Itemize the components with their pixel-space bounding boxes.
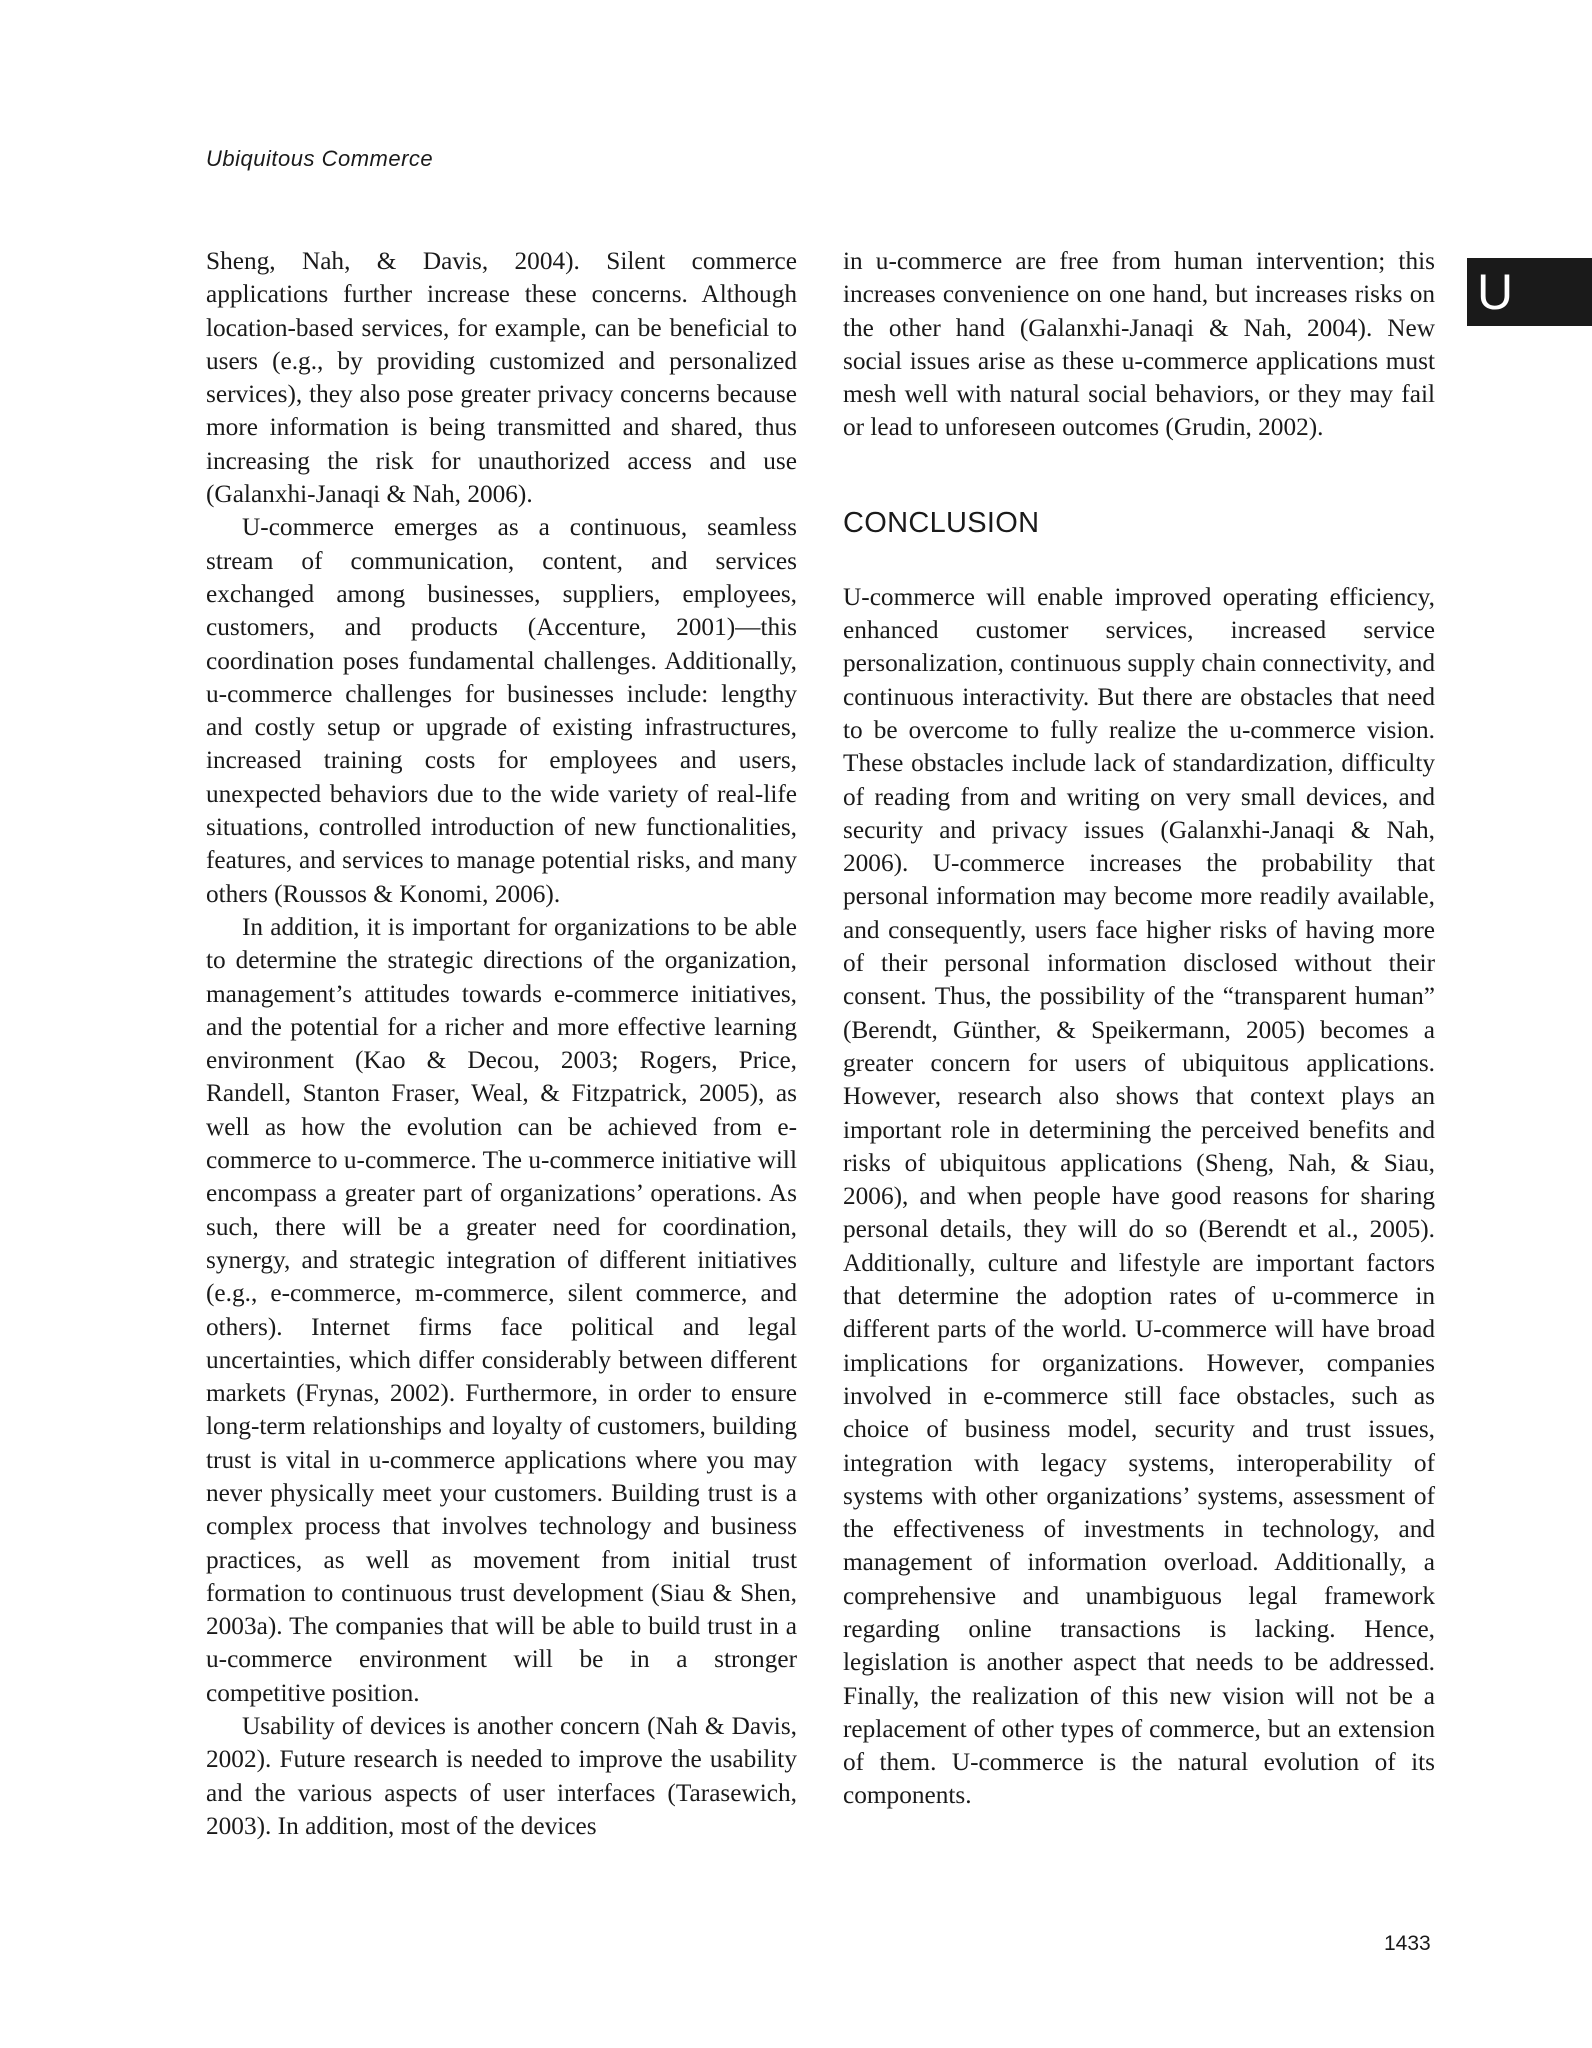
conclusion-paragraph: U-commerce will enable improved operating efficiency, enhanced customer services, increased service personalization, continuous supply chain connectivity, and continuous interactivity. But there are obstacles that need to be overcome to fully realize the u-commerce vision. These obstacles include lack of standardization, difficulty of reading from and writing on very small devices, and security and privacy issues (Galanxhi-Janaqi & Nah, 2006). U-commerce increases the probability that personal information may become more readily available, and consequently, users face higher risks of having more of their personal information disclosed without their consent. Thus, the possibility of the “transparent human” (Berendt, Günther, & Speikermann, 2005) becomes a greater concern for users of ubiquitous applications. However, research also shows that context plays an important role in determining the perceived benefits and risks of ubiquitous applications (Sheng, Nah, & Siau, 2006), and when people have good reasons for sharing personal details, they will do so (Berendt et al., 2005). Additionally, culture and lifestyle are important factors that determine the adoption rates of u-commerce in different parts of the world. U-commerce will have broad implications for organizations. However, companies involved in e-commerce still face obstacles, such as choice of business model, security and trust issues, integration with legacy systems, interoperability of systems with other organizations’ systems, assessment of the effectiveness of investments in technology, and management of information overload. Additionally, a comprehensive and unambiguous legal framework regarding online transactions is lacking. Hence, legislation is another aspect that needs to be addressed. Finally, the realization of this new vision will not be a replacement of other types of commerce, but an extension of them. U-commerce is the natural evolution of its components. bbox=[843, 582, 1435, 1810]
running-header: Ubiquitous Commerce bbox=[206, 146, 434, 171]
right-column bbox=[843, 245, 1435, 1813]
body-paragraph: In addition, it is important for organizations to be able to determine the strategic directions of the organization, management’s attitudes towards e-commerce initiatives, and the potential for a richer and more effective learning environment (Kao & Decou, 2003; Rogers, Price, Randell, Stanton Fraser, Weal, & Fitzpatrick, 2005), as well as how the evolution can be achieved from e-commerce to u-commerce. The u-commerce initiative will encompass a greater part of organizations’ operations. As such, there will be a greater need for coordination, synergy, and strategic integration of different initiatives (e.g., e-commerce, m-commerce, silent commerce, and others). Internet firms face political and legal uncertainties, which differ considerably between different markets (Frynas, 2002). Furthermore, in order to ensure long-term relationships and loyalty of customers, building trust is vital in u-commerce applications where you may never physically meet your customers. Building trust is a complex process that involves technology and business practices, as well as movement from initial trust formation to continuous trust development (Siau & Shen, 2003a). The companies that will be able to build trust in a u-commerce environment will be in a stronger competitive position. bbox=[206, 912, 797, 1707]
page-number: 1433 bbox=[1384, 1932, 1431, 1955]
section-heading: CONCLUSION bbox=[843, 506, 1040, 539]
body-paragraph: U-commerce emerges as a continuous, seamless stream of communication, content, and services exchanged among businesses, suppliers, employees, customers, and products (Accenture, 2001)—this coordination poses fundamental challenges. Additionally, u-commerce challenges for businesses include: lengthy and costly setup or upgrade of existing infrastructures, increased training costs for employees and users, unexpected behaviors due to the wide variety of real-life situations, controlled introduction of new functionalities, features, and services to manage potential risks, and many others (Roussos & Konomi, 2006). bbox=[206, 513, 797, 908]
body-paragraph: in u-commerce are free from human intervention; this increases convenience on one hand, but increases risks on the other hand (Galanxhi-Janaqi & Nah, 2004). New social issues arise as these u-commerce applications must mesh well with natural social behaviors, or they may fail or lead to unforeseen outcomes (Grudin, 2002). bbox=[843, 247, 1435, 442]
body-paragraph: Usability of devices is another concern (Nah & Davis, 2002). Future research is needed to improve the usability and the various aspects of user interfaces (Tarasewich, 2003). In addition, most of the devices bbox=[206, 1712, 797, 1840]
section-thumb-tab: U bbox=[1467, 258, 1592, 326]
body-paragraph: Sheng, Nah, & Davis, 2004). Silent commerce applications further increase these concerns. Although location-based services, for example, can be beneficial to users (e.g., by providing customized and personalized services), they also pose greater privacy concerns because more information is being transmitted and shared, thus increasing the risk for unauthorized access and use (Galanxhi-Janaqi & Nah, 2006). bbox=[206, 247, 797, 509]
left-column bbox=[206, 245, 797, 1843]
